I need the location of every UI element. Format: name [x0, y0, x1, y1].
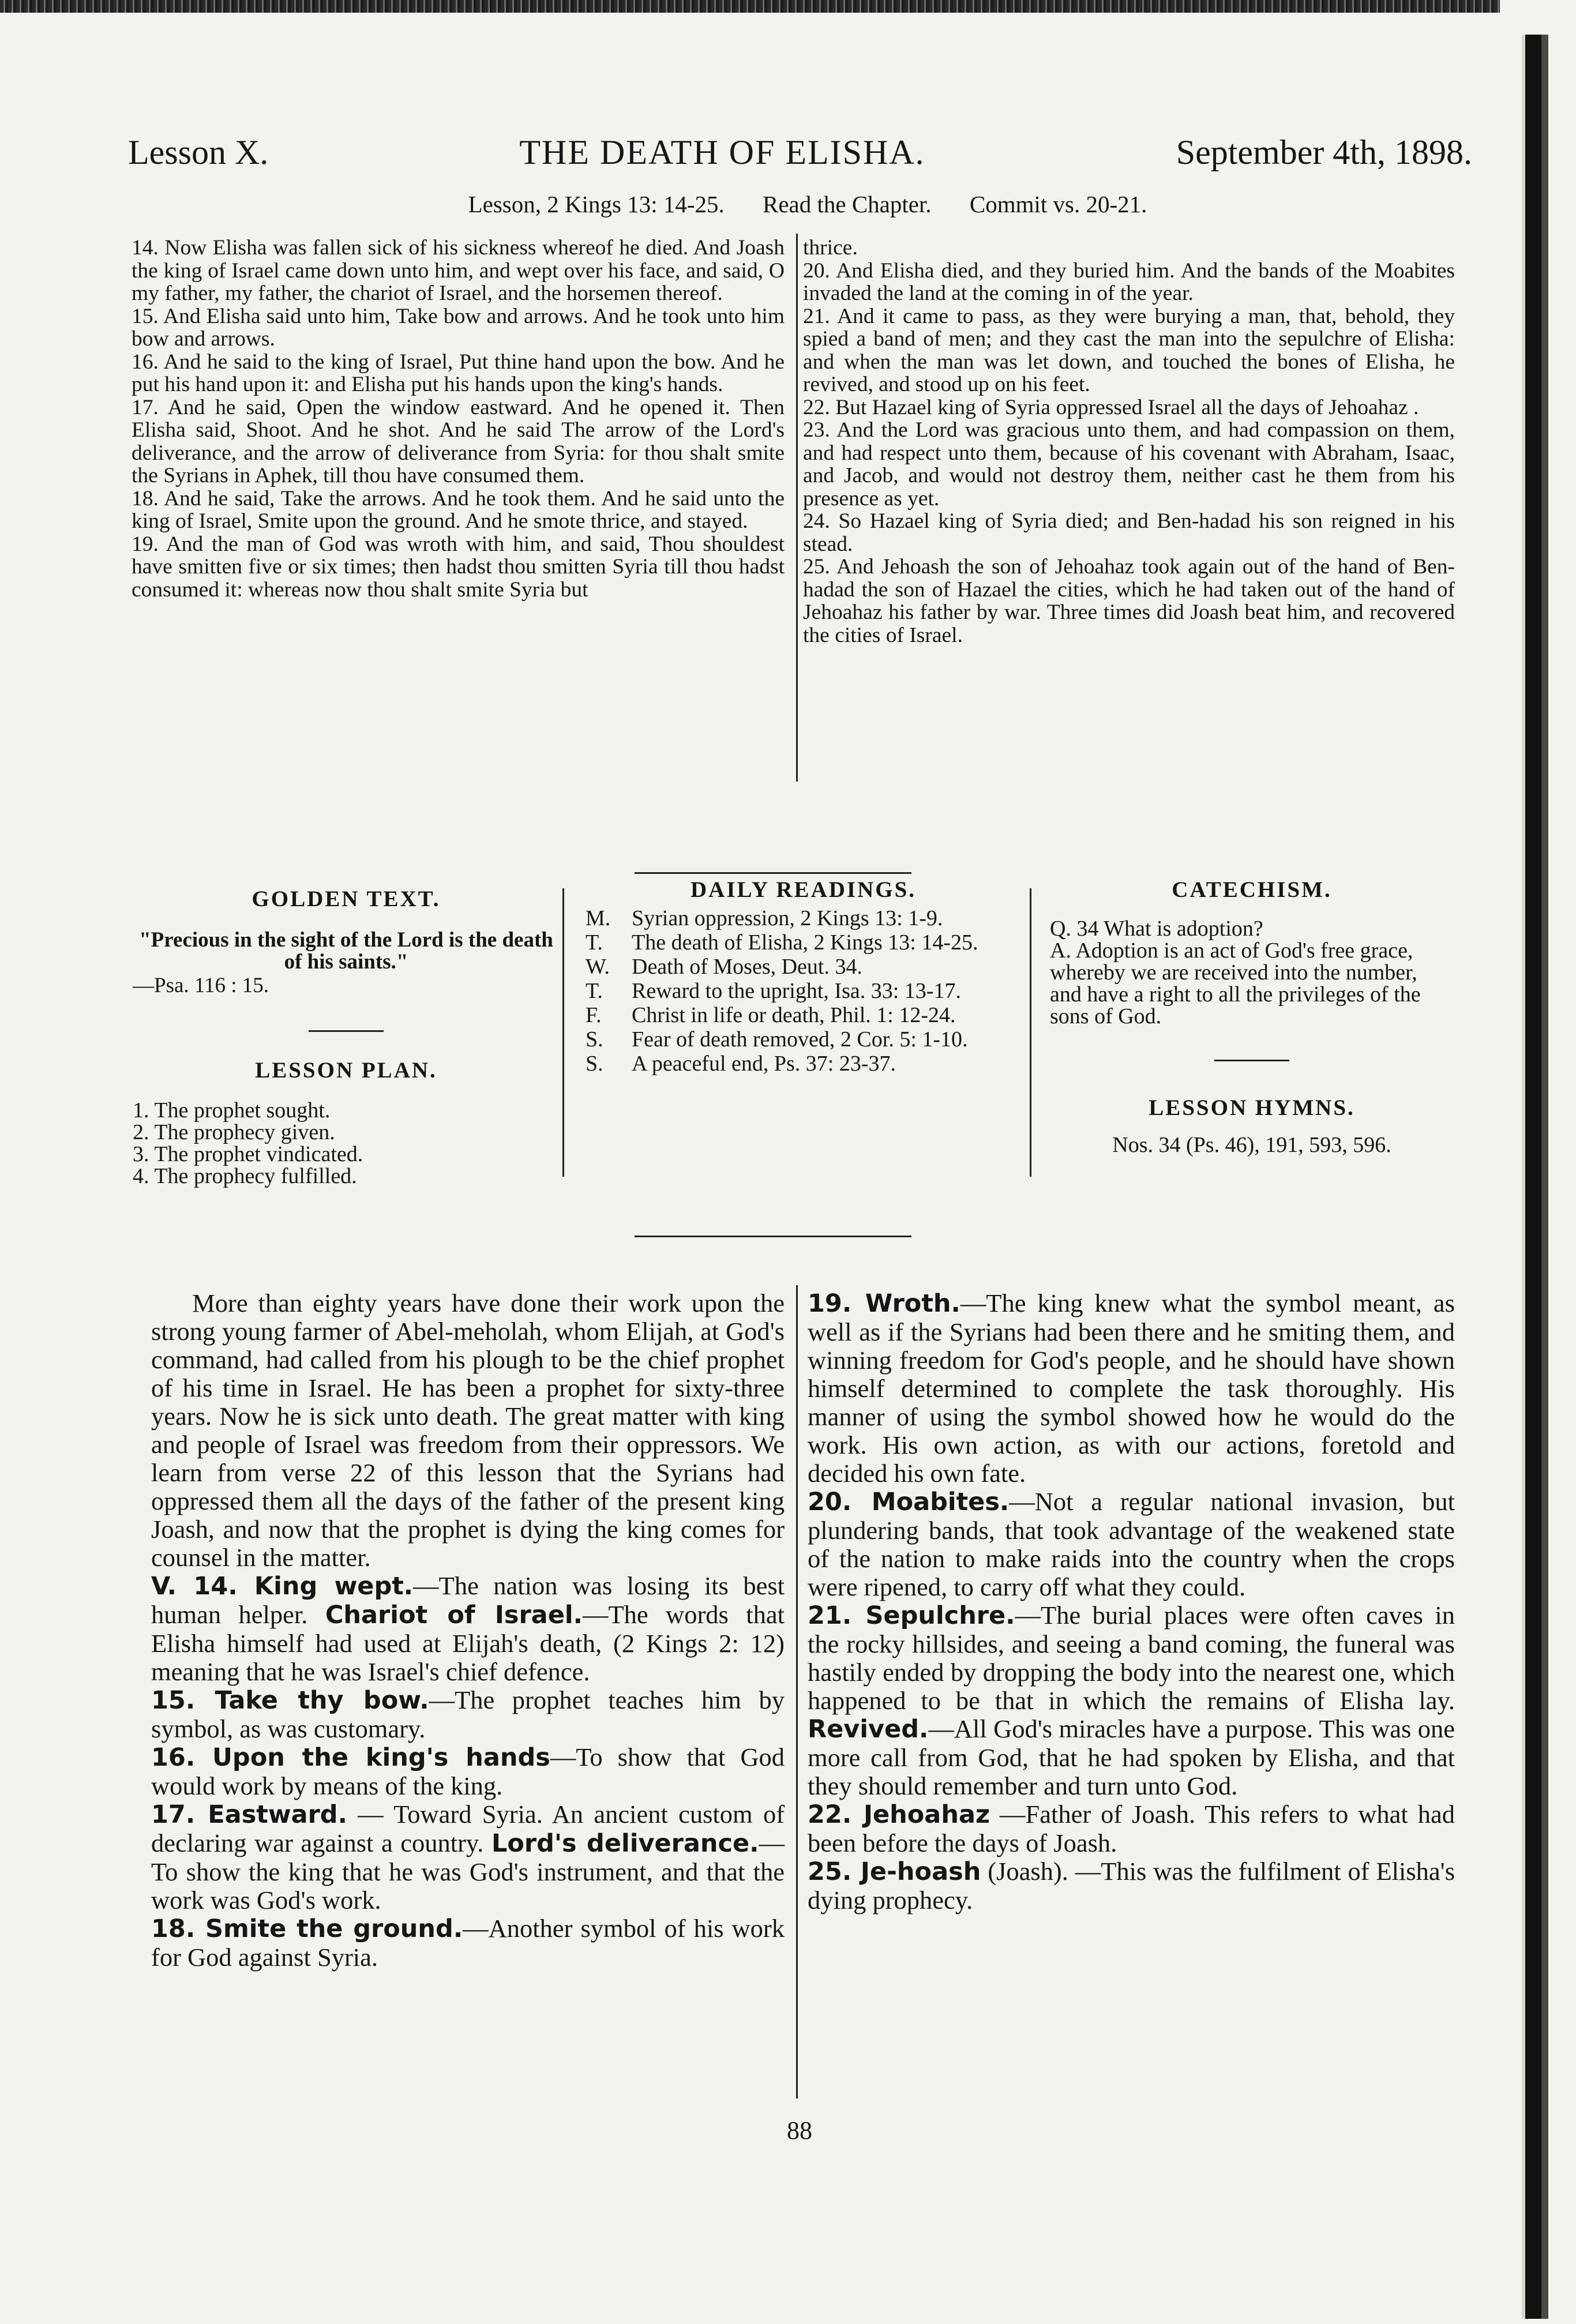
note-v22 [808, 1800, 1455, 1857]
lesson-plan-item: 4. The prophecy fulfilled. [133, 1164, 357, 1188]
daily-readings-list [586, 907, 1021, 1075]
note-label: Revived. [808, 1715, 929, 1744]
verse-14: 14. Now Elisha was fallen sick of his sickness whereof he died. And Joash the king of Israel came down unto him, and wept over his face, and said, O my father, my father, the chariot of Israel, and the horsemen thereof. [132, 236, 785, 305]
reading-text: Reward to the upright, Isa. 33: 13-17. [632, 979, 961, 1003]
note-v21 [808, 1601, 1455, 1800]
note-label: Chariot of Israel. [325, 1601, 583, 1630]
daily-reading-row [586, 1004, 1021, 1026]
daily-reading-row [586, 907, 1021, 929]
lesson-plan-heading: LESSON PLAN. [255, 1058, 437, 1083]
note-label: 22. Jehoahaz [808, 1800, 990, 1829]
verse-25: 25. And Jehoash the son of Jehoahaz took again out of the hand of Ben-hadad the son of Hazael the cities, which he had taken out of the hand of Jehoahaz his father by war. Three times did Joash beat him, and recovered the cities of Israel. [803, 555, 1455, 647]
verse-17: 17. And he said, Open the window eastward. And he opened it. Then Elisha said, Shoot. And he shot. And he said The arrow of the Lord's deliverance, and the arrow of deliverance from Syria: for thou shalt smite the Syrians in Aphek, till thou have consumed them. [132, 395, 785, 487]
page-header [128, 133, 1472, 185]
daily-readings-section [586, 877, 1021, 1077]
note-text: —All God's miracles have a purpose. This was one more call from God, that he had spoken by Elisha, and that they should remember and turn unto God. [808, 1714, 1455, 1800]
lesson-plan-item: 3. The prophet vindicated. [133, 1142, 363, 1166]
reading-text: Christ in life or death, Phil. 1: 12-24. [632, 1003, 956, 1027]
daily-readings-heading: DAILY READINGS. [690, 877, 917, 902]
scripture-left-column [132, 236, 785, 601]
scripture-column-rule [796, 234, 798, 782]
daily-reading-row [586, 932, 1021, 953]
lesson-plan-item: 1. The prophet sought. [133, 1098, 331, 1122]
commentary-right-column [808, 1289, 1455, 1914]
page-number: 88 [787, 2116, 812, 2145]
reading-text: The death of Elisha, 2 Kings 13: 14-25. [632, 930, 978, 955]
commentary-intro: More than eighty years have done their work upon the strong young farmer of Abel-meholah, whom Elijah, at God's command, had called from his plough to be the chief prophet of his time in Israel. He has been a prophet for sixty-three years. Now he is sick unto death. The great matter with king and people of Israel was freedom from their oppressors. We learn from verse 22 of this lesson that the Syrians had oppressed them all the days of the father of the present king Joash, and now that the prophet is dying the king comes for counsel in the matter. [151, 1289, 785, 1572]
page-title: THE DEATH OF ELISHA. [519, 133, 925, 171]
note-v18 [151, 1914, 785, 1972]
note-text: —Father of Joash. This refers to what had been before the days of Joash. [808, 1800, 1455, 1857]
catechism-heading: CATECHISM. [1172, 877, 1332, 902]
top-scan-band [0, 0, 1500, 13]
verse-23: 23. And the Lord was gracious unto them, and had compassion on them, and had respect unto them, because of his covenant with Abraham, Isaac, and Jacob, and would not destroy them, neither cast he them from his presence as yet. [803, 418, 1455, 510]
golden-text-reference: —Psa. 116 : 15. [133, 974, 269, 997]
page-spine-edge [1522, 35, 1548, 2319]
verse-16: 16. And he said to the king of Israel, Put thine hand upon the bow. And he put his hand upon it: and Elisha put his hands upon the king's hands. [132, 350, 785, 396]
daily-readings-column-rule [1030, 888, 1031, 1177]
reading-day: T. [586, 930, 603, 955]
daily-reading-row [586, 956, 1021, 978]
note-label: 20. Moabites. [808, 1488, 1010, 1516]
note-text: —The burial places were often caves in the rocky hillsides, and seeing a band coming, the funeral was hastily ended by dropping the body into the nearest one, which happened to be that in which the remains of Elisha lay. [808, 1601, 1455, 1715]
reading-day: W. [586, 955, 610, 979]
lesson-label: Lesson X. [128, 133, 269, 171]
note-v25 [808, 1857, 1455, 1914]
lesson-hymns-heading: LESSON HYMNS. [1149, 1095, 1355, 1120]
note-text: — Toward Syria. An ancient custom of declaring war against a country. [151, 1800, 785, 1857]
verse-19: 19. And the man of God was wroth with him, and said, Thou shouldest have smitten five or six times; then hadst thou smitten Syria till thou hadst consumed it: whereas now thou shalt smite Syria but [132, 532, 785, 602]
verse-18: 18. And he said, Take the arrows. And he took them. And he said unto the king of Israel, Smite upon the ground. And he smote thrice, and stayed. [132, 486, 785, 533]
lesson-plan-list [133, 1099, 560, 1187]
note-v20 [808, 1488, 1455, 1601]
lesson-reference: Lesson, 2 Kings 13: 14-25. [468, 191, 725, 217]
note-label: Lord's deliverance. [491, 1829, 759, 1858]
note-text: —Not a regular national invasion, but plundering bands, that took advantage of the weakened state of the nation to make raids into the country when the crops were ripened, to carry off what they could. [808, 1487, 1455, 1601]
commentary-column-rule [796, 1285, 798, 2098]
note-label: 19. Wroth. [808, 1289, 960, 1318]
note-v14 [151, 1572, 785, 1686]
lesson-plan-item: 2. The prophecy given. [133, 1120, 335, 1144]
note-text: (Joash). —This was the fulfilment of Elisha's dying prophecy. [808, 1857, 1455, 1914]
section-divider-top [635, 872, 911, 874]
note-text: —The king knew what the symbol meant, as well as if the Syrians had been there and he smiting them, and winning freedom for God's people, and he should have shown himself determined to complete the task thoroughly. His manner of using the symbol showed how he would do the work. His own action, as with our actions, foretold and decided his own fate. [808, 1289, 1455, 1488]
note-label: 21. Sepulchre. [808, 1601, 1015, 1630]
note-v19 [808, 1289, 1455, 1488]
verse-22: 22. But Hazael king of Syria oppressed Israel all the days of Jehoahaz . [803, 395, 1419, 419]
note-text: —To show that God would work by means of the king. [151, 1743, 785, 1800]
note-label: 17. Eastward. [151, 1800, 347, 1829]
reading-day: F. [586, 1003, 602, 1027]
reading-text: Syrian oppression, 2 Kings 13: 1-9. [632, 906, 943, 930]
daily-reading-row [586, 1028, 1021, 1050]
note-label: 25. Je-hoash [808, 1857, 981, 1886]
note-text: —The prophet teaches him by symbol, as was customary. [151, 1685, 785, 1743]
verse-21: 21. And it came to pass, as they were burying a man, that, behold, they spied a band of men; and they cast the man into the sepulchre of Elisha: and when the man was let down, and touched the bones of Elisha, he revived, and stood up on his feet. [803, 304, 1455, 396]
daily-reading-row [586, 1053, 1021, 1075]
note-label: V. 14. King wept. [151, 1572, 414, 1601]
daily-reading-row [586, 980, 1021, 1002]
note-v16 [151, 1743, 785, 1800]
reading-text: A peaceful end, Ps. 37: 23-37. [632, 1052, 896, 1076]
note-text: —Another symbol of his work for God against Syria. [151, 1914, 785, 1972]
verse-15: 15. And Elisha said unto him, Take bow and arrows. And he took unto him bow and arrows. [132, 304, 785, 351]
reading-day: S. [586, 1052, 603, 1076]
catechism-section [1050, 877, 1454, 1158]
commentary-left-column [151, 1289, 785, 1972]
verse-20: 20. And Elisha died, and they buried him. And the bands of the Moabites invaded the land at the coming in of the year. [803, 258, 1455, 305]
lesson-hymns-text: Nos. 34 (Ps. 46), 191, 593, 596. [1112, 1133, 1391, 1157]
note-v15 [151, 1686, 785, 1743]
reading-text: Fear of death removed, 2 Cor. 5: 1-10. [632, 1027, 968, 1052]
verse-24: 24. So Hazael king of Syria died; and Ben-hadad his son reigned in his stead. [803, 509, 1455, 556]
verse-19-end: thrice. [803, 236, 858, 260]
catechism-question: Q. 34 What is adoption? [1050, 917, 1263, 941]
golden-text-section [133, 877, 560, 1187]
note-label: 16. Upon the king's hands [151, 1743, 550, 1772]
note-text: —The words that Elisha himself had used at Elijah's death, (2 Kings 2: 12) meaning that he was Israel's chief defence. [151, 1600, 785, 1686]
reading-day: M. [586, 906, 611, 930]
catechism-divider [1214, 1060, 1289, 1061]
note-label: 15. Take thy bow. [151, 1686, 429, 1715]
golden-text-divider [309, 1030, 384, 1032]
catechism-answer: A. Adoption is an act of God's free grace, whereby we are received into the number, and have a right to all the privileges of the sons of God. [1050, 938, 1421, 1028]
note-label: 18. Smite the ground. [151, 1914, 463, 1943]
commit-instruction: Commit vs. 20-21. [969, 191, 1147, 217]
reading-text: Death of Moses, Deut. 34. [632, 955, 862, 979]
scripture-right-column [803, 236, 1455, 647]
reading-day: T. [586, 979, 603, 1003]
golden-text-column-rule [562, 888, 564, 1177]
note-text: —To show the king that he was God's instrument, and that the work was God's work. [151, 1829, 785, 1914]
note-v17 [151, 1800, 785, 1914]
reading-day: S. [586, 1027, 603, 1052]
section-divider-bottom [635, 1236, 911, 1237]
note-text: —The nation was losing its best human helper. [151, 1571, 785, 1629]
lesson-date: September 4th, 1898. [1176, 133, 1472, 171]
read-instruction: Read the Chapter. [763, 191, 932, 217]
golden-text-quote: "Precious in the sight of the Lord is the death of his saints." [139, 928, 553, 974]
golden-text-heading: GOLDEN TEXT. [252, 887, 441, 911]
lesson-subheader [346, 190, 1269, 218]
